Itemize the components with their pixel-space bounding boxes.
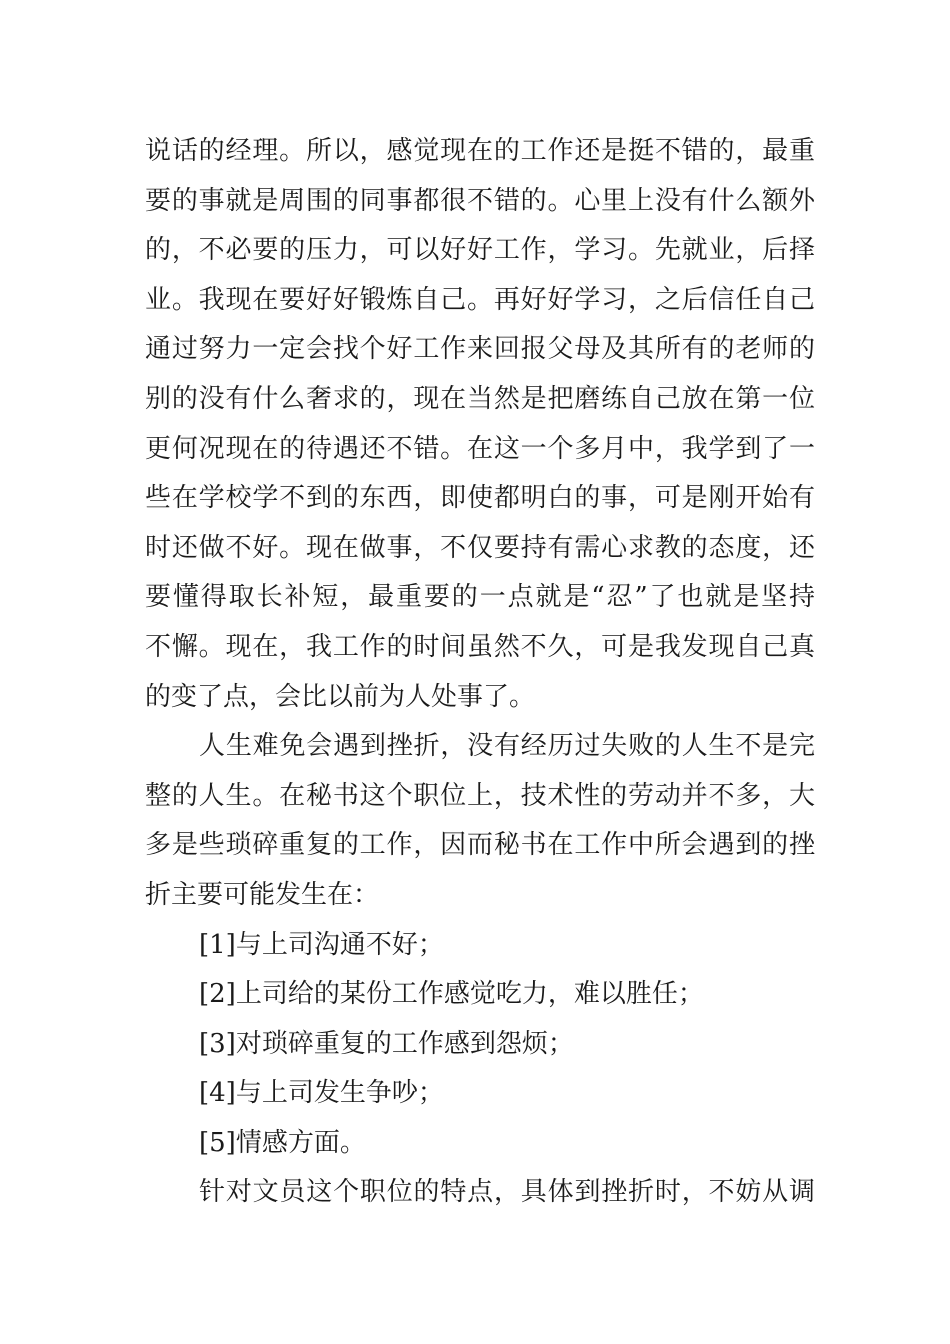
text-line: 要懂得取长补短，最重要的一点就是“忍”了也就是坚持: [145, 582, 815, 613]
text-line: 折主要可能发生在：: [145, 879, 380, 910]
text-line: 业。我现在要好好锻炼自己。再好好学习，之后信任自己: [145, 284, 815, 315]
text-line: 多是些琐碎重复的工作，因而秘书在工作中所会遇到的挫: [145, 830, 815, 861]
text-line: [2]上司给的某份工作感觉吃力，难以胜任；: [199, 979, 704, 1010]
text-line: 要的事就是周围的同事都很不错的。心里上没有什么额外: [145, 185, 815, 216]
text-line: [4]与上司发生争吵；: [199, 1078, 444, 1109]
text-line: [3]对琐碎重复的工作感到怨烦；: [199, 1028, 574, 1059]
text-line: 的，不必要的压力，可以好好工作，学习。先就业，后择: [145, 235, 815, 266]
text-line: 不懈。现在，我工作的时间虽然不久，可是我发现自己真: [145, 631, 815, 662]
text-line: 些在学校学不到的东西，即使都明白的事，可是刚开始有: [145, 483, 815, 514]
text-line: [1]与上司沟通不好；: [199, 929, 444, 960]
text-line: 的变了点，会比以前为人处事了。: [145, 681, 536, 712]
text-line: 别的没有什么奢求的，现在当然是把磨练自己放在第一位: [145, 383, 815, 414]
text-line: 时还做不好。现在做事，不仅要持有需心求教的态度，还: [145, 532, 815, 563]
text-line: 针对文员这个职位的特点，具体到挫折时，不妨从调: [199, 1177, 815, 1208]
text-line: 整的人生。在秘书这个职位上，技术性的劳动并不多，大: [145, 780, 815, 811]
text-line: 人生难免会遇到挫折，没有经历过失败的人生不是完: [199, 731, 815, 762]
document-body: [145, 127, 815, 1218]
text-line: [5]情感方面。: [199, 1127, 366, 1158]
text-line: 更何况现在的待遇还不错。在这一个多月中，我学到了一: [145, 433, 815, 464]
text-line: 说话的经理。所以，感觉现在的工作还是挺不错的，最重: [145, 136, 815, 166]
text-line: 通过努力一定会找个好工作来回报父母及其所有的老师的: [145, 334, 815, 365]
